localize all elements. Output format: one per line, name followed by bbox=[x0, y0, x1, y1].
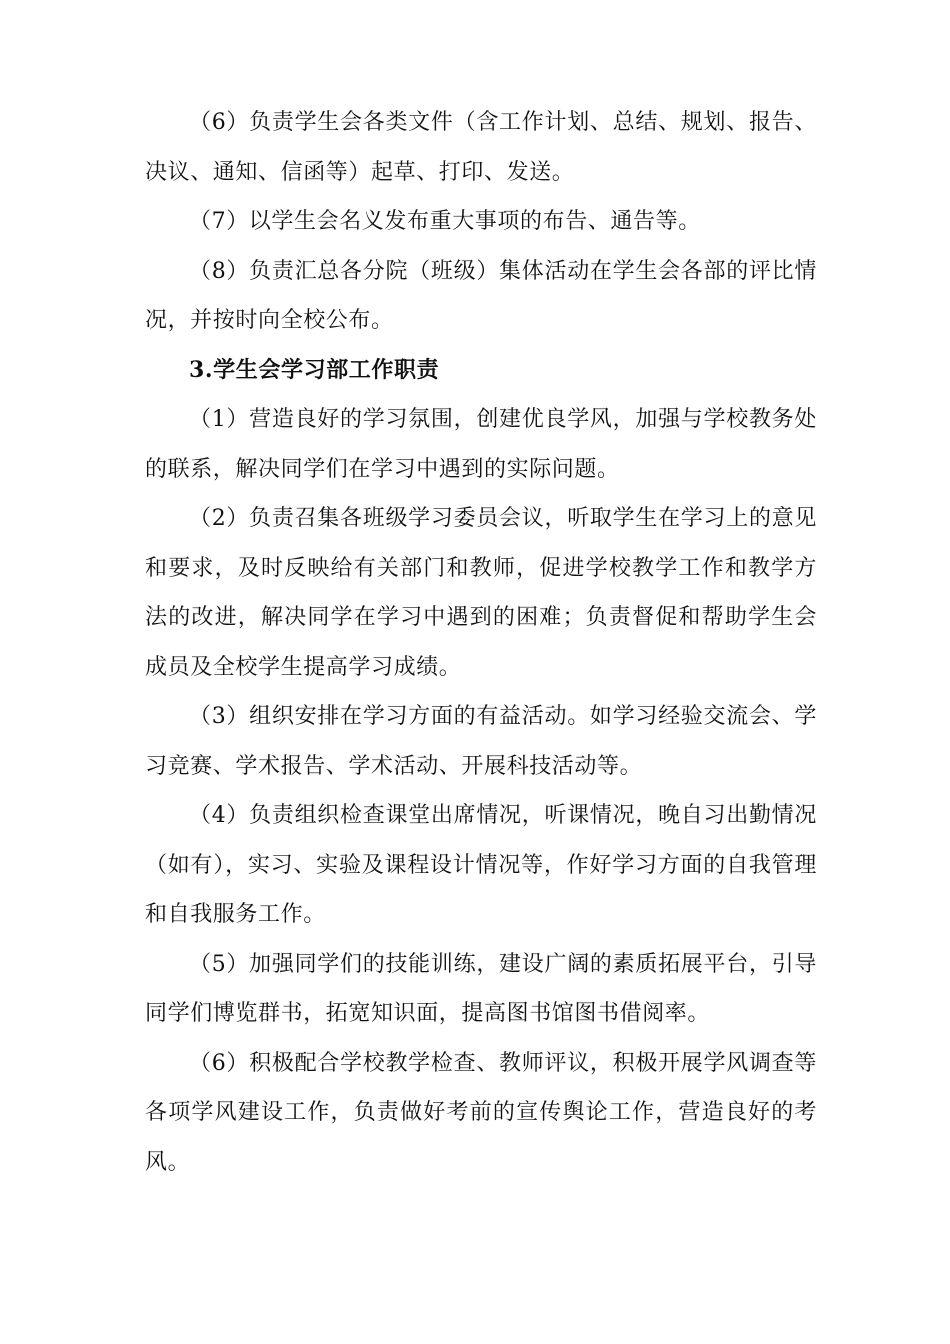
paragraph: （2）负责召集各班级学习委员会议，听取学生在学习上的意见和要求，及时反映给有关部门和教师，促进学校教学工作和教学方法的改进，解决同学在学习中遇到的困难；负责督促和帮助学生会成员及全校学生提高学习成绩。 bbox=[145, 506, 817, 680]
paragraph: （1）营造良好的学习氛围，创建优良学风，加强与学校教务处的联系，解决同学们在学习中遇到的实际问题。 bbox=[145, 407, 817, 482]
paragraph: （6）积极配合学校教学检查、教师评议，积极开展学风调查等各项学风建设工作，负责做好考前的宣传舆论工作，营造良好的考风。 bbox=[145, 1050, 817, 1175]
paragraph: （3）组织安排在学习方面的有益活动。如学习经验交流会、学习竞赛、学术报告、学术活动、开展科技活动等。 bbox=[145, 704, 817, 779]
paragraph: （6）负责学生会各类文件（含工作计划、总结、规划、报告、决议、通知、信函等）起草、打印、发送。 bbox=[145, 110, 817, 185]
section-heading: 3.学生会学习部工作职责 bbox=[189, 356, 440, 383]
paragraph: （7）以学生会名义发布重大事项的布告、通告等。 bbox=[189, 209, 701, 234]
paragraph: （4）负责组织检查课堂出席情况，听课情况，晚自习出勤情况（如有），实习、实验及课程设计情况等，作好学习方面的自我管理和自我服务工作。 bbox=[145, 803, 817, 927]
paragraph: （5）加强同学们的技能训练，建设广阔的素质拓展平台，引导同学们博览群书，拓宽知识面，提高图书馆图书借阅率。 bbox=[145, 951, 817, 1026]
paragraph: （8）负责汇总各分院（班级）集体活动在学生会各部的评比情况，并按时向全校公布。 bbox=[145, 258, 817, 333]
document-body bbox=[145, 98, 817, 1187]
